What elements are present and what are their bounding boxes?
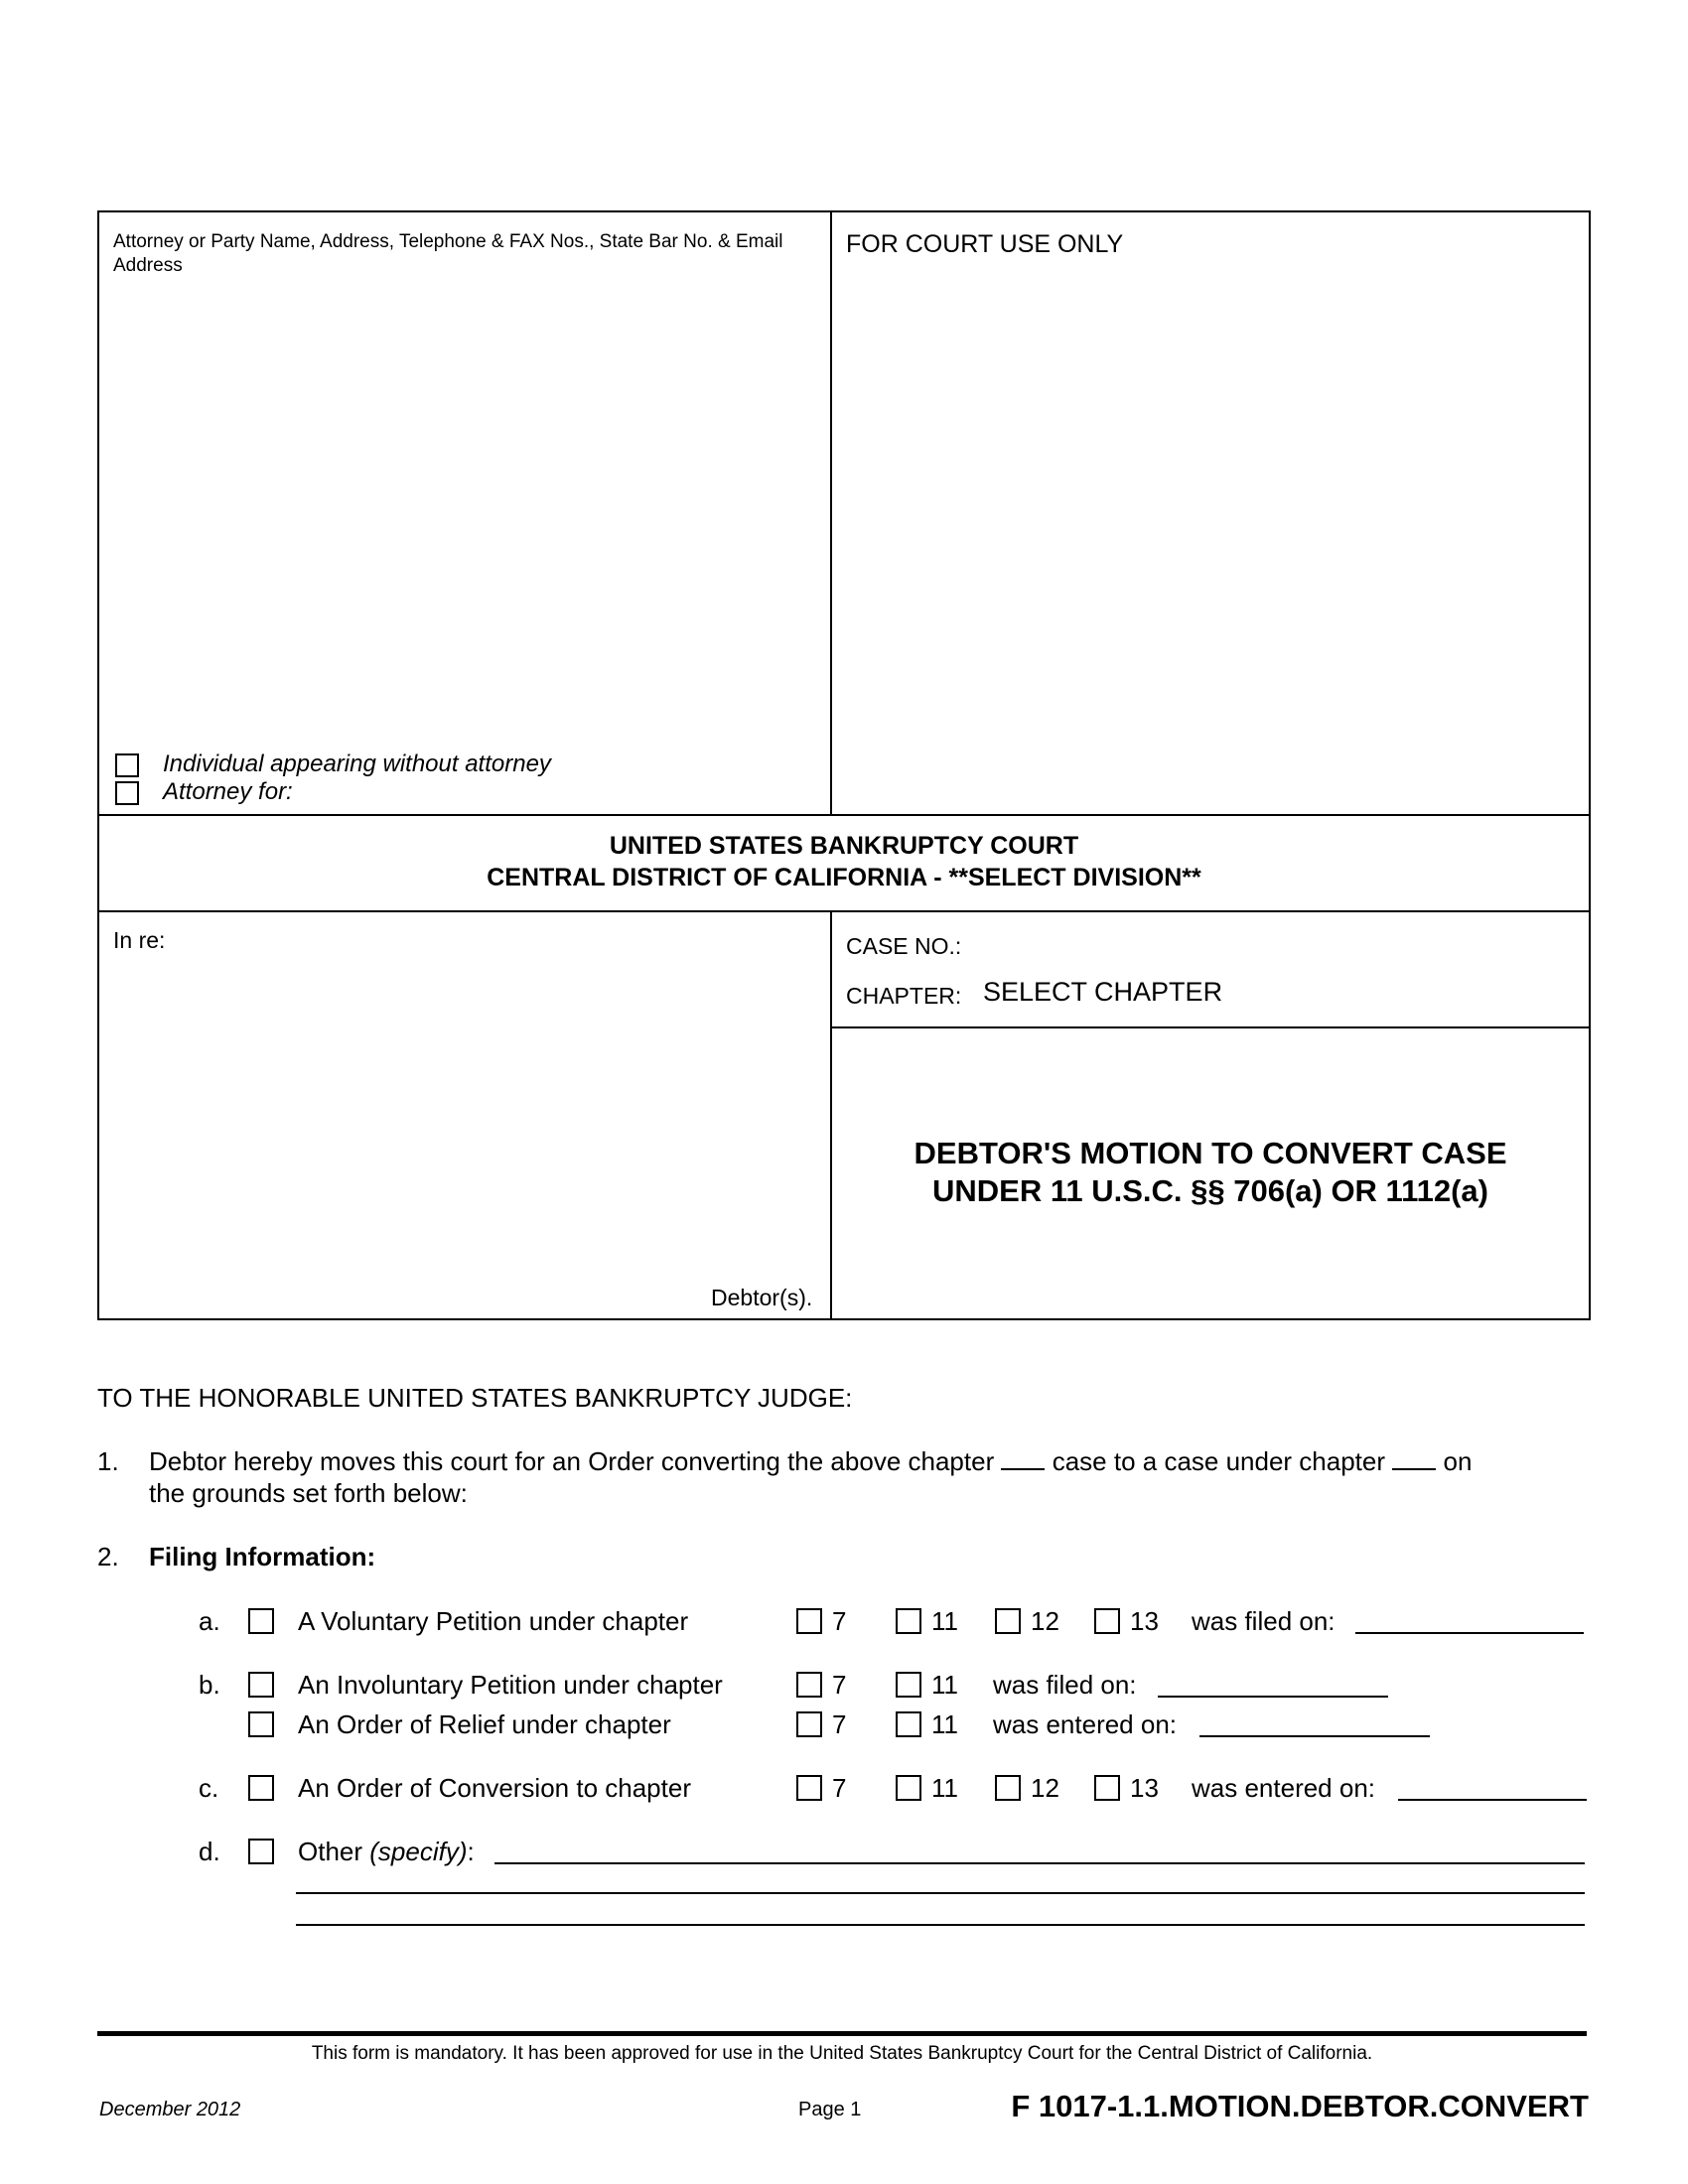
row-d-specify-field-2[interactable] — [296, 1892, 1585, 1894]
row-c-ch12-checkbox[interactable] — [995, 1775, 1021, 1801]
row-b2-checkbox[interactable] — [248, 1711, 274, 1737]
division-select[interactable]: **SELECT DIVISION** — [948, 864, 1201, 891]
row-b2-date-field[interactable] — [1199, 1735, 1430, 1737]
court-use-label: FOR COURT USE ONLY — [846, 230, 1124, 258]
row-a-ch7-checkbox[interactable] — [796, 1608, 822, 1634]
row-b2-ch7-checkbox[interactable] — [796, 1711, 822, 1737]
row-d-checkbox[interactable] — [248, 1839, 274, 1864]
footer-form-id: F 1017-1.1.MOTION.DEBTOR.CONVERT — [1011, 2089, 1589, 2123]
individual-checkbox[interactable] — [115, 753, 139, 777]
row-c-ch13-checkbox[interactable] — [1094, 1775, 1120, 1801]
court-name: UNITED STATES BANKRUPTCY COURT — [609, 832, 1079, 860]
item1-line2: the grounds set forth below: — [149, 1478, 468, 1508]
row-b-ch11-label: 11 — [931, 1670, 958, 1700]
case-no-label: CASE NO.: — [846, 933, 962, 959]
row-c-checkbox[interactable] — [248, 1775, 274, 1801]
row-d-label — [298, 1837, 475, 1867]
form-title-line2: UNDER 11 U.S.C. §§ 706(a) OR 1112(a) — [932, 1173, 1488, 1208]
row-b-text: An Involuntary Petition under chapter — [298, 1670, 723, 1700]
attorney-for-label: Attorney for: — [163, 778, 293, 805]
row-b2-ch11-label: 11 — [931, 1709, 958, 1739]
row-c-ch13-label: 13 — [1130, 1773, 1159, 1803]
row-a-date-field[interactable] — [1355, 1632, 1584, 1634]
from-chapter-blank[interactable] — [1001, 1446, 1045, 1470]
row-b-ch7-checkbox[interactable] — [796, 1672, 822, 1698]
district-line — [97, 864, 1591, 892]
row-c-ch7-checkbox[interactable] — [796, 1775, 822, 1801]
row-c-suffix: was entered on: — [1192, 1773, 1376, 1803]
footer-mandatory: This form is mandatory. It has been approved for use in the United States Bankruptcy Court for the Central District of California. — [311, 2043, 1373, 2064]
row-d-colon: : — [467, 1837, 475, 1866]
chapter-select[interactable]: SELECT CHAPTER — [983, 977, 1223, 1007]
caption-divider-top — [830, 210, 832, 816]
row-c-text: An Order of Conversion to chapter — [298, 1773, 691, 1803]
caption-divider-bottom — [830, 910, 832, 1320]
row-b-ch7-label: 7 — [832, 1670, 847, 1700]
row-a-checkbox[interactable] — [248, 1608, 274, 1634]
item2-number: 2. — [97, 1542, 119, 1571]
row-a-ch13-label: 13 — [1130, 1606, 1159, 1636]
row-d-specify-field-1[interactable] — [494, 1862, 1585, 1864]
row-c-ch7-label: 7 — [832, 1773, 847, 1803]
debtors-label: Debtor(s). — [711, 1285, 813, 1310]
row-c-ch11-label: 11 — [931, 1773, 958, 1803]
row-d-specify: (specify) — [369, 1837, 468, 1866]
row-a-letter: a. — [199, 1606, 220, 1636]
footer-date: December 2012 — [99, 2099, 241, 2120]
row-a-text: A Voluntary Petition under chapter — [298, 1606, 689, 1636]
in-re-label: In re: — [113, 927, 166, 953]
row-b-date-field[interactable] — [1158, 1696, 1388, 1698]
row-c-ch11-checkbox[interactable] — [896, 1775, 921, 1801]
row-b2-suffix: was entered on: — [993, 1709, 1178, 1739]
row-b-letter: b. — [199, 1670, 220, 1700]
row-d-text: Other — [298, 1837, 370, 1866]
court-row-bottom-line — [97, 910, 1591, 912]
row-c-ch12-label: 12 — [1031, 1773, 1059, 1803]
item1-part1: Debtor hereby moves this court for an Order converting the above chapter — [149, 1446, 995, 1476]
court-row-top-line — [97, 814, 1591, 816]
row-a-ch7-label: 7 — [832, 1606, 847, 1636]
item1-number: 1. — [97, 1446, 119, 1476]
row-a-suffix: was filed on: — [1192, 1606, 1336, 1636]
row-b-ch11-checkbox[interactable] — [896, 1672, 921, 1698]
row-b2-ch7-label: 7 — [832, 1709, 847, 1739]
row-c-letter: c. — [199, 1773, 219, 1803]
row-b2-ch11-checkbox[interactable] — [896, 1711, 921, 1737]
row-a-ch12-checkbox[interactable] — [995, 1608, 1021, 1634]
row-a-ch11-label: 11 — [931, 1606, 958, 1636]
item1-part2: case to a case under chapter — [1052, 1446, 1386, 1476]
form-title-line1: DEBTOR'S MOTION TO CONVERT CASE — [914, 1136, 1507, 1170]
item1-part3: on — [1443, 1446, 1473, 1476]
row-c-date-field[interactable] — [1398, 1799, 1587, 1801]
salutation: TO THE HONORABLE UNITED STATES BANKRUPTCY JUDGE: — [97, 1383, 853, 1413]
attorney-for-checkbox[interactable] — [115, 781, 139, 805]
row-b-checkbox[interactable] — [248, 1672, 274, 1698]
row-a-ch12-label: 12 — [1031, 1606, 1059, 1636]
row-a-ch13-checkbox[interactable] — [1094, 1608, 1120, 1634]
district-prefix: CENTRAL DISTRICT OF CALIFORNIA - — [487, 864, 949, 891]
chapter-label: CHAPTER: — [846, 983, 962, 1009]
row-d-letter: d. — [199, 1837, 220, 1866]
item2-title: Filing Information: — [149, 1542, 376, 1571]
item1-line1 — [149, 1446, 1472, 1477]
row-d-specify-field-3[interactable] — [296, 1924, 1585, 1926]
to-chapter-blank[interactable] — [1392, 1446, 1436, 1470]
footer-page: Page 1 — [798, 2099, 862, 2120]
row-b2-text: An Order of Relief under chapter — [298, 1709, 671, 1739]
attorney-label: Attorney or Party Name, Address, Telephone & FAX Nos., State Bar No. & Email Address — [113, 231, 783, 276]
footer-rule — [97, 2031, 1587, 2036]
case-no-bottom-line — [830, 1026, 1591, 1028]
individual-label: Individual appearing without attorney — [163, 751, 551, 777]
row-a-ch11-checkbox[interactable] — [896, 1608, 921, 1634]
row-b-suffix: was filed on: — [993, 1670, 1137, 1700]
